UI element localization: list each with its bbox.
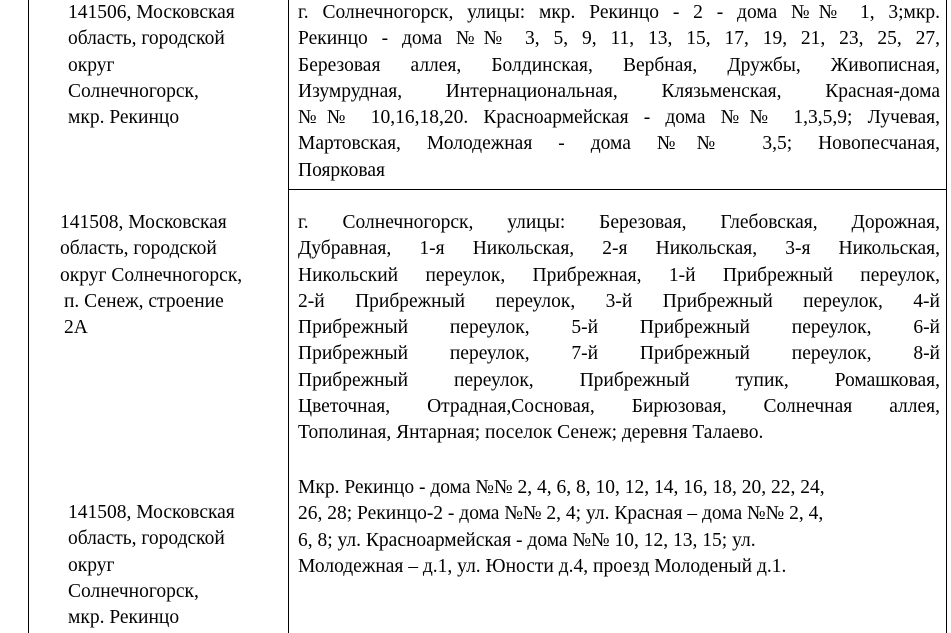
- streets-line: Прибрежный переулок, Прибрежный тупик, Ромашковая,: [298, 369, 940, 391]
- postal-line: округ: [68, 554, 115, 576]
- postal-line: Солнечногорск,: [68, 580, 199, 602]
- streets-line: Изумрудная, Интернациональная, Клязьменская, Красная-дома: [298, 80, 940, 102]
- postal-line: 2А: [64, 317, 88, 339]
- postal-line: область, городской: [68, 28, 225, 50]
- streets-line: Дубравная, 1-я Никольская, 2-я Никольская, 3-я Никольская,: [298, 238, 940, 260]
- column-divider: [288, 0, 289, 633]
- postal-line: область, городской: [60, 238, 217, 260]
- streets-cell-3: [298, 475, 940, 580]
- postal-line: округ Солнечногорск,: [60, 264, 243, 286]
- streets-line: Поярковая: [298, 159, 385, 181]
- postal-line: п. Сенеж, строение: [64, 290, 224, 312]
- streets-line: Прибрежный переулок, 7-й Прибрежный переулок, 8-й: [298, 343, 940, 365]
- streets-line: г. Солнечногорск, улицы: мкр. Рекинцо - 2 - дома №№ 1, 3;мкр.: [298, 2, 940, 23]
- streets-line: Никольский переулок, Прибрежная, 1-й Прибрежный переулок,: [298, 264, 940, 286]
- streets-line: 6, 8; ул. Красноармейская - дома №№ 10, 12, 13, 15; ул.: [298, 529, 756, 551]
- streets-cell-1: [298, 0, 940, 184]
- row-divider: [288, 189, 946, 190]
- streets-line: №№ 10,16,18,20. Красноармейская - дома №№ 1,3,5,9; Лучевая,: [298, 107, 940, 129]
- streets-line: Мкр. Рекинцо - дома №№ 2, 4, 6, 8, 10, 12, 14, 16, 18, 20, 22, 24,: [298, 477, 825, 498]
- streets-line: 26, 28; Рекинцо-2 - дома №№ 2, 4; ул. Красная – дома №№ 2, 4,: [298, 503, 824, 525]
- postal-line: 141508, Московская: [68, 502, 235, 523]
- postal-address-cell-1: [68, 0, 283, 131]
- streets-line: Тополиная, Янтарная; поселок Сенеж; деревня Талаево.: [298, 422, 764, 444]
- postal-line: округ: [68, 54, 115, 76]
- streets-line: 2-й Прибрежный переулок, 3-й Прибрежный переулок, 4-й: [298, 290, 940, 312]
- streets-line: Березовая аллея, Болдинская, Вербная, Дружбы, Живописная,: [298, 54, 940, 76]
- table-border-right: [946, 0, 947, 633]
- table-border-left: [28, 0, 29, 633]
- postal-line: мкр. Рекинцо: [68, 107, 180, 129]
- postal-line: 141506, Московская: [68, 2, 235, 23]
- streets-line: Молодежная – д.1, ул. Юности д.4, проезд Молоденый д.1.: [298, 555, 787, 577]
- postal-line: Солнечногорск,: [68, 80, 199, 102]
- streets-line: Цветочная, Отрадная,Сосновая, Бирюзовая, Солнечная аллея,: [298, 396, 940, 418]
- streets-line: Прибрежный переулок, 5-й Прибрежный переулок, 6-й: [298, 317, 940, 339]
- streets-line: г. Солнечногорск, улицы: Березовая, Глебовская, Дорожная,: [298, 212, 940, 233]
- postal-line: область, городской: [68, 528, 225, 550]
- postal-address-cell-3: [68, 500, 283, 631]
- streets-cell-2: [298, 210, 940, 447]
- streets-line: Мартовская, Молодежная - дома №№ 3,5; Новопесчаная,: [298, 133, 940, 155]
- postal-line: мкр. Рекинцо: [68, 607, 180, 629]
- streets-line: Рекинцо - дома №№ 3, 5, 9, 11, 13, 15, 17, 19, 21, 23, 25, 27,: [298, 28, 940, 50]
- postal-line: 141508, Московская: [60, 212, 227, 233]
- postal-address-cell-2: [60, 210, 285, 341]
